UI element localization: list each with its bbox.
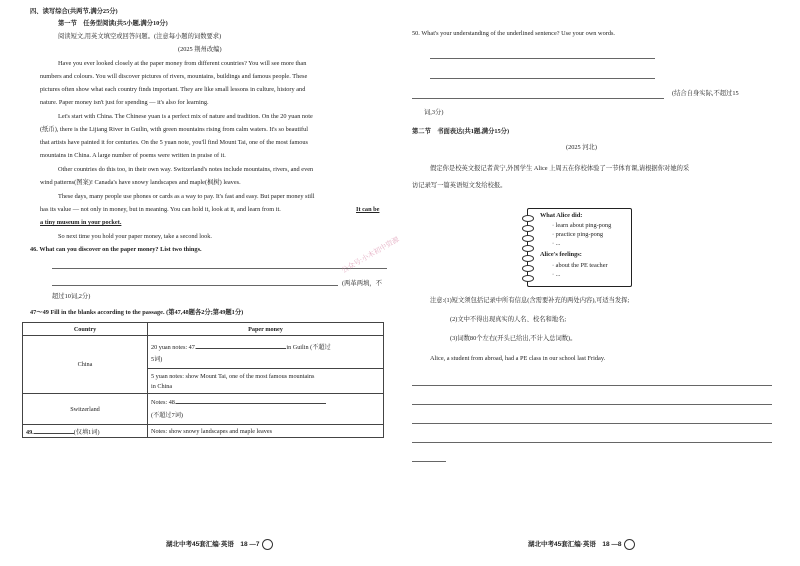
footer-right [528, 539, 635, 550]
ring-icon [522, 215, 534, 222]
ring-icon [522, 275, 534, 282]
writing-line[interactable] [412, 442, 772, 443]
writing-line[interactable] [412, 423, 772, 424]
table-cell-switzerland: Switzerland [23, 394, 148, 425]
answer-line[interactable] [412, 98, 664, 99]
answer-line[interactable] [430, 58, 655, 59]
underlined-sentence: It can be [356, 206, 380, 213]
footer-text: 湖北中考45套汇编·英语 18 —8 [528, 541, 622, 549]
ring-icon [522, 255, 534, 262]
passage-line: (纸币), there is the Lijiang River in Guilin, with green mountains rising from calm waters. It's so beautiful [40, 126, 308, 133]
cell-text: 5 yuan notes: show Mount Tai, one of the most famous mountains [151, 372, 315, 380]
seal-icon [624, 539, 635, 550]
notebook-item: · learn about ping-pong [552, 222, 612, 229]
blank-47[interactable] [196, 348, 286, 349]
notebook-item: · ... [552, 240, 561, 247]
writing-line[interactable] [412, 461, 446, 462]
table-cell: Notes: show snowy landscapes and maple leaves [148, 425, 384, 438]
answer-line[interactable] [52, 268, 387, 269]
footer-text: 湖北中考45套汇编·英语 18 —7 [166, 541, 260, 549]
notebook-item: · ... [552, 271, 561, 278]
table-header-country: Country [23, 323, 148, 336]
passage-line: These days, many people use phones or cards as a way to pay. It's fast and easy. But paper money still [58, 193, 315, 200]
passage-line: wind patterns(图案)! Canada's have snowy landscapes and maple(枫树) leaves. [40, 179, 241, 186]
passage-line: Have you ever looked closely at the paper money from different countries? You will see more than [58, 60, 307, 67]
cell-text: in Guilin (不超过 [286, 343, 331, 351]
part2-title: 第二节 书面表达(共1题,满分15分) [412, 128, 510, 135]
cell-text: 49. [26, 428, 34, 436]
question-46: 46. What can you discover on the paper money? List two things. [30, 246, 202, 253]
passage-line: has its value — not only in money, but in meaning. You can hold it, look at it, and learn from it. [40, 206, 281, 213]
cell-text: Notes: 48. [151, 399, 177, 406]
fill-table [22, 322, 384, 438]
table-cell [148, 336, 384, 369]
passage-line: Let's start with China. The Chinese yuan is a perfect mix of nature and tradition. On the 20 yuan note [58, 113, 313, 120]
notebook-feel-title: Alice's feelings: [540, 251, 582, 258]
ring-icon [522, 245, 534, 252]
answer-line[interactable] [52, 285, 338, 286]
passage-line: that artists have painted it for centuries. On the 5 yuan note, you'll find Mount Tai, one of the most famous [40, 139, 308, 146]
passage-line: pictures often show what each country finds important. They are like small lessons in culture, history and [40, 86, 306, 93]
question-50: 50. What's your understanding of the underlined sentence? Use your own words. [412, 30, 615, 37]
source-label: (2025 河北) [566, 144, 597, 151]
part1-instruction: 阅读短文,用英文填空或回答问题。(注意每小题的词数要求) [58, 33, 222, 40]
answer-line[interactable] [430, 78, 655, 79]
footer-left [166, 539, 273, 550]
prompt-line: 假定你是校英文报记者黄宁,外国学生 Alice 上周五在你校体验了一节体育课,请根据你对她的采 [430, 165, 690, 172]
table-header-money: Paper money [148, 323, 384, 336]
ring-icon [522, 265, 534, 272]
passage-line: So next time you hold your paper money, take a second look. [58, 233, 213, 240]
q50-note: (结合自身实际,不超过15 [672, 90, 739, 97]
passage-line: nature. Paper money isn't just for spending — it's also for learning. [40, 99, 209, 106]
question-47-49: 47～49 Fill in the blanks according to the passage. (第47,48题各2分;第49题1分) [30, 309, 244, 316]
writing-line[interactable] [412, 385, 772, 386]
blank-49[interactable] [34, 433, 74, 434]
ring-icon [522, 235, 534, 242]
passage-line: mountains in China. A large number of poems were written in praise of it. [40, 152, 226, 159]
passage-line: numbers and colours. You will discover pictures of rivers, mountains, buildings and famous people. These [40, 73, 308, 80]
q50-note-2: 词,3分) [424, 109, 444, 116]
table-cell-china: China [23, 336, 148, 394]
seal-icon [262, 539, 273, 550]
q46-note-2: 超过10词,2分) [52, 293, 91, 300]
cell-text: in China [151, 382, 173, 390]
section-header: 四、读写综合(共两节,满分25分) [30, 8, 118, 15]
q46-note: (两革两填，不 [342, 280, 382, 287]
cell-text: 5词) [151, 355, 163, 363]
note-line: (2)文中不得出现真实的人名、校名和地名; [450, 316, 567, 323]
prompt-line: 访记录写一篇英语短文发给校报。 [412, 182, 507, 189]
table-cell [148, 369, 384, 394]
ring-icon [522, 225, 534, 232]
writing-line[interactable] [412, 404, 772, 405]
source-label: (2025 荆州改编) [178, 46, 222, 53]
underlined-sentence-cont: a tiny museum in your pocket. [40, 219, 122, 226]
passage-line: Other countries do this too, in their own way. Switzerland's notes include mountains, rivers, and even [58, 166, 314, 173]
blank-48[interactable] [176, 403, 326, 404]
cell-text: (仅填1词) [73, 428, 100, 436]
notebook-did-title: What Alice did: [540, 212, 583, 219]
note-line: (3)词数80个左右(开头已给出,不计入总词数)。 [450, 335, 577, 342]
opening-sentence: Alice, a student from abroad, had a PE class in our school last Friday. [430, 355, 606, 362]
notebook-item: · about the PE teacher [552, 262, 608, 269]
part1-title: 第一节 任务型阅读(共5小题,满分10分) [58, 20, 168, 27]
note-line: 注意:(1)短文须包括记录中所有信息(含需要补充的两处内容),可适当发挥; [430, 297, 630, 304]
interview-notebook [527, 208, 632, 287]
table-cell [148, 394, 384, 425]
cell-text: (不超过7词) [151, 412, 183, 419]
notebook-item: · practice ping-pong [552, 231, 604, 238]
table-cell [23, 425, 148, 438]
watermark: 公众号:小木初中资源 [340, 235, 401, 275]
cell-text: 20 yuan notes: 47. [151, 343, 197, 351]
